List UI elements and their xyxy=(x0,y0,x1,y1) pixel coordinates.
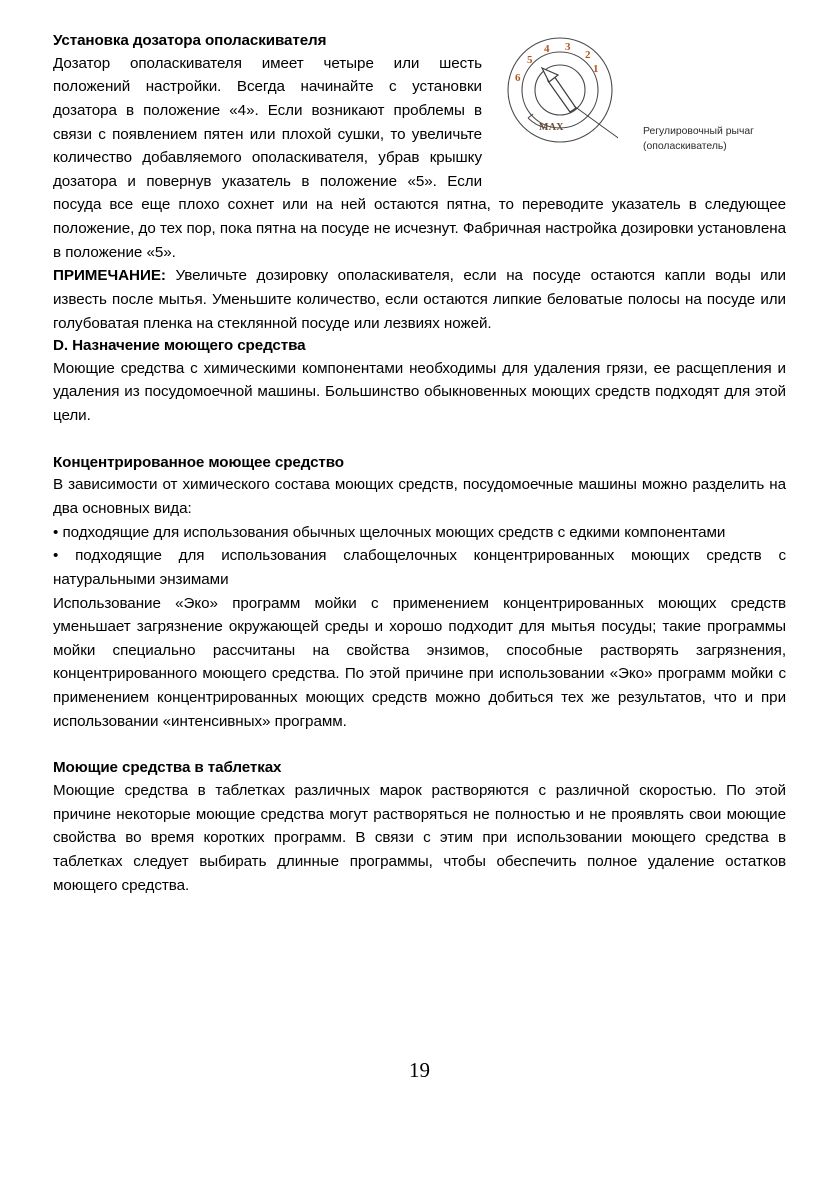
paragraph-concentrated-intro: В зависимости от химического состава моющих средств, посудомоечные машины можно разделить на два основных вида: xyxy=(53,476,786,517)
heading-concentrated-detergent: Концентрированное моющее средство xyxy=(53,453,344,471)
paragraph-eco-programs: Использование «Эко» программ мойки с применением концентрированных моющих средств уменьшает загрязнение окружающей среды и хорошо подходит для мытья посуды; такие программы мойки специально рассчитаны на свойства энзимов, способные растворять загрязнения, концентрированного моющего средства. По этой причине при использовании «Эко» программ мойки с применением концентрированных моющих средств можно добиться тех же результатов, что и при использовании «интенсивных» программ. xyxy=(53,594,786,730)
heading-detergent-tablets: Моющие средства в таблетках xyxy=(53,759,282,777)
dial-number-3: 3 xyxy=(565,41,571,53)
dial-max-label: MAX xyxy=(539,122,564,133)
page-content xyxy=(53,30,786,897)
bullet-marker-1: • xyxy=(53,523,59,541)
rinse-aid-dial-figure xyxy=(496,32,786,182)
dial-number-4: 4 xyxy=(544,43,550,55)
paragraph-rinse-aid-note xyxy=(53,264,786,335)
dial-callout xyxy=(643,124,754,155)
bullet-item-enzyme xyxy=(53,544,786,591)
heading-detergent-purpose: D. Назначение моющего средства xyxy=(53,337,306,355)
dial-illustration xyxy=(502,32,618,148)
paragraph-detergent-purpose: Моющие средства с химическими компонентами необходимы для удаления грязи, ее расщепления и удаления из посудомоечной машины. Большинство обыкновенных моющих средств подходят для этой цели. xyxy=(53,359,786,425)
bullet-text-2: подходящие для использования слабощелочных концентрированных моющих средств с натуральными энзимами xyxy=(53,547,787,588)
dial-callout-line-1: Регулировочный рычаг xyxy=(643,126,754,137)
bullet-item-alkaline xyxy=(53,521,786,545)
dial-callout-line-2: (ополаскиватель) xyxy=(643,141,727,153)
bullet-text-1: подходящие для использования обычных щелочных моющих средств с едкими компонентами xyxy=(62,523,726,541)
page-number: 19 xyxy=(409,1058,430,1082)
note-label: ПРИМЕЧАНИЕ: xyxy=(53,267,166,285)
paragraph-detergent-tablets: Моющие средства в таблетках различных марок растворяются с различной скоростью. По этой причине некоторые моющие средства могут растворяться не полностью и не проявлять свои моющие свойства во время коротких программ. В связи с этим при использовании моющего средства в таблетках следует выбирать длинные программы, чтобы обеспечить полное удаление остатков моющего средства. xyxy=(53,781,786,894)
paragraph-rinse-aid-body: Дозатор ополаскивателя имеет четыре или шесть положений настройки. Всегда начинайте с установки дозатора в положение «4». Если возникают проблемы в связи с появлением пятен или плохой сушки, то увеличьте количество добавляемого ополаскивателя, убрав крышку дозатора и повернув указатель в положение «5». Если посуда все еще плохо сохнет или на ней остаются пятна, то переводите указатель в следующее положение, до тех пор, пока пятна на посуде не исчезнут. Фабричная настройка дозировки установлена в положение «5». xyxy=(53,54,786,261)
dial-number-5: 5 xyxy=(527,54,533,66)
dial-number-2: 2 xyxy=(585,49,591,61)
heading-rinse-aid-setup: Установка дозатора ополаскивателя xyxy=(53,32,327,49)
bullet-marker-2: • xyxy=(53,547,59,565)
dial-number-group xyxy=(502,32,618,148)
note-body: Увеличьте дозировку ополаскивателя, если на посуде остаются капли воды или известь после мытья. Уменьшите количество, если остаются липкие беловатые полосы на посуде или голубоватая пленка на стеклянной посуде или лезвиях ножей. xyxy=(53,267,786,332)
dial-number-6: 6 xyxy=(515,72,521,84)
dial-number-1: 1 xyxy=(593,63,599,75)
